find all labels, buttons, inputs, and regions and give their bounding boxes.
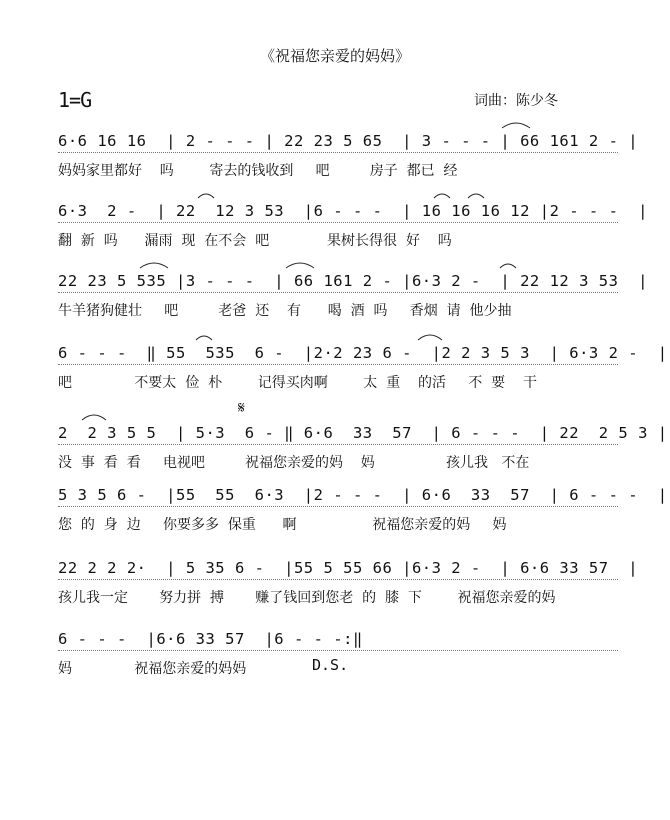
notation-line-1: 6·6 16 16 | 2 - - - | 22 23 5 65 | 3 - - - | 66 161 2 - | [58, 132, 618, 153]
notation-line-2: 6·3 2 - | 22 12 3 53 |6 - - - | 16 16 16 12 |2 - - - | [58, 202, 618, 223]
lyrics-line-7: 孩儿我一定 努力拼 搏 赚了钱回到您老 的 膝 下 祝福您亲爱的妈 [58, 590, 556, 606]
song-title: 《祝福您亲爱的妈妈》 [259, 47, 410, 65]
lyrics-line-8: 妈 祝福您亲爱的妈妈 [58, 661, 247, 677]
notation-line-4: 6 - - - ‖ 55 535 6 - |2·2 23 6 - |2 2 3 5 3 | 6·3 2 - | [58, 344, 618, 365]
dal-segno-mark: D.S. [312, 656, 349, 674]
notation-line-5: 2 2 3 5 5 | 5·3 6 - ‖ 6·6 33 57 | 6 - - - | 22 2 5 3 | [58, 424, 618, 445]
lyrics-line-6: 您 的 身 边 你要多多 保重 啊 祝福您亲爱的妈 妈 [58, 517, 507, 533]
segno-sign: 𝄋 [238, 398, 245, 417]
notation-line-3: 22 23 5 535 |3 - - - | 66 161 2 - |6·3 2 - | 22 12 3 53 | [58, 272, 618, 293]
lyrics-line-5: 没 事 看 看 电视吧 祝福您亲爱的妈 妈 孩儿我 不在 [58, 455, 530, 471]
notation-line-6: 5 3 5 6 - |55 55 6·3 |2 - - - | 6·6 33 57 | 6 - - - | [58, 486, 618, 507]
lyrics-line-3: 牛羊猪狗健壮 吧 老爸 还 有 喝 酒 吗 香烟 请 他少抽 [58, 303, 512, 319]
notation-line-7: 22 2 2 2· | 5 35 6 - |55 5 55 66 |6·3 2 - | 6·6 33 57 | [58, 559, 618, 580]
lyrics-line-2: 翻 新 吗 漏雨 现 在不会 吧 果树长得很 好 吗 [58, 233, 452, 249]
lyrics-line-4: 吧 不要太 俭 朴 记得买肉啊 太 重 的活 不 要 干 [58, 375, 537, 391]
lyrics-line-1: 妈妈家里都好 吗 寄去的钱收到 吧 房子 都已 经 [58, 163, 458, 179]
notation-line-8: 6 - - - |6·6 33 57 |6 - - -:‖ [58, 630, 618, 651]
composer-credit: 词曲：陈少冬 [474, 93, 558, 109]
key-signature: 1=G [58, 88, 92, 112]
